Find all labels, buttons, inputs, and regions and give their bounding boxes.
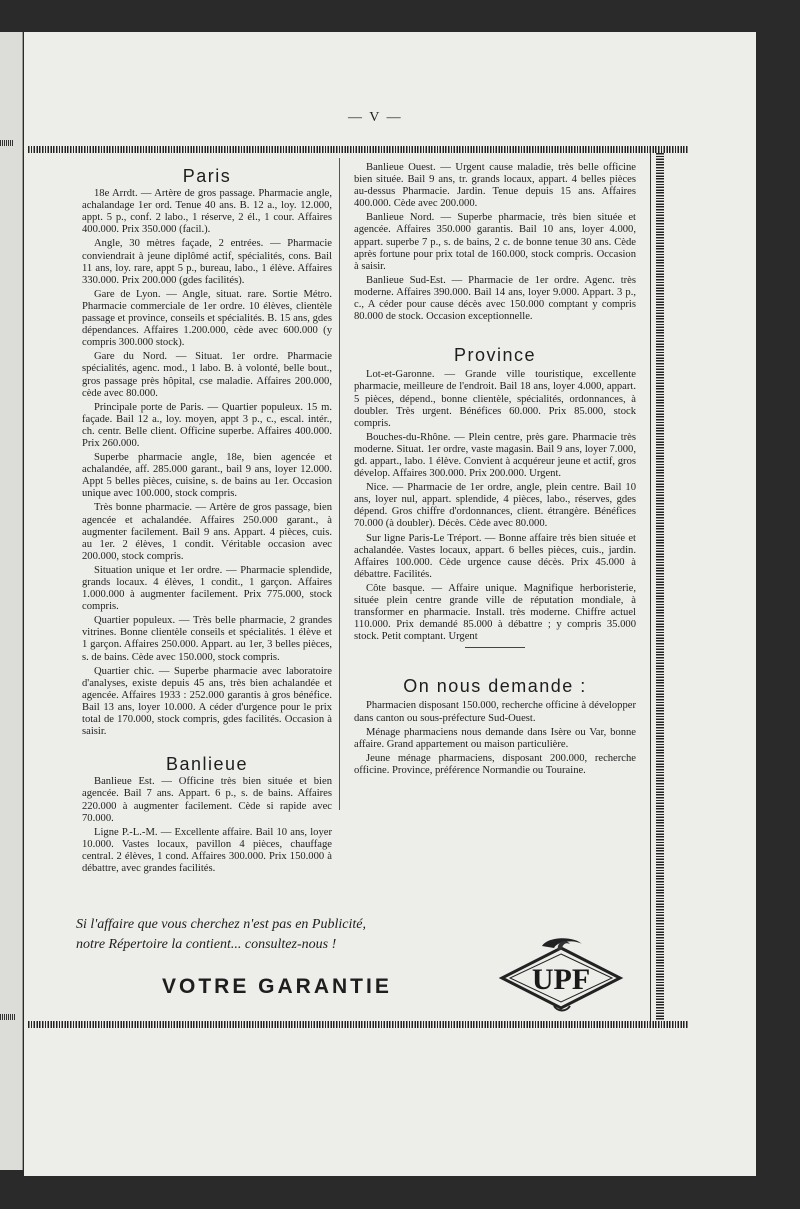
ad-province: Lot-et-Garonne. — Grande ville touristique, excellente pharmacie, meilleure de l'endroit. Bail 18 ans, loyer 4.000, appart. 5 pièces, dépend., bonne clientèle, spécialités, ordonnances, à doubler. Très urgent. Bénéfices 60.000. Prix 85.000, stock compris. <box>354 369 636 429</box>
section-title-paris: Paris <box>182 166 232 186</box>
column-divider <box>339 158 340 810</box>
ad-paris: Situation unique et 1er ordre. — Pharmacie splendide, grands locaux. 4 élèves, 1 condit., 1 garçon. Affaires 1.000.000 à augmenter facilement. Prix 775.000, stock compris. <box>82 564 332 613</box>
separator-rule <box>465 647 525 648</box>
ad-demande: Ménage pharmaciens nous demande dans Isère ou Var, bonne affaire. Grand appartement ou maison particulière. <box>354 726 636 750</box>
frame-rule-right <box>656 153 664 1021</box>
ad-paris: Principale porte de Paris. — Quartier populeux. 15 m. façade. Bail 12 a., loy. moyen, appt 3 p., c., escal. intér., ch. centr. Belle client. Officine superbe. Affaires 400.000. Prix 260.000. <box>82 401 332 449</box>
ad-banlieue: Ligne P.-L.-M. — Excellente affaire. Bail 10 ans, loyer 10.000. Vastes locaux, pavillon 4 pièces, chauffage central. 2 élèves, 1 cond. Affaires 300.000. Prix 150.000 à débattre, avec grandes facilités. <box>82 826 332 874</box>
ad-paris: Gare de Lyon. — Angle, situat. rare. Sortie Métro. Pharmacie commerciale de 1er ordre. 10 élèves, clientèle passage et province, conseils et spécialités. B. 15 ans, gdes dépendances. Affaires 1.200.000, cède avec 600.000 (y compris 300.000 stock). <box>82 288 332 349</box>
ad-province: Bouches-du-Rhône. — Plein centre, près gare. Pharmacie très moderne. Situat. 1er ordre, vaste magasin. Bail 9 ans, loyer 7.000, gd. appart., labo. 1 élève. Convient à acquéreur jeune et actif, gros dévelop. Affaires 300.000. Prix 200.000. Urgent. <box>354 431 636 480</box>
right-column <box>354 162 636 779</box>
promo-line: notre Répertoire la contient... consultez-nous ! <box>76 937 337 952</box>
upf-logo <box>496 934 626 1014</box>
frame-rule-bottom <box>28 1021 688 1028</box>
section-title-demande: On nous demande : <box>403 676 587 697</box>
section-title-province: Province <box>453 345 537 366</box>
ad-paris: Gare du Nord. — Situat. 1er ordre. Pharmacie spécialités, agenc. mod., 1 labo. B. à volonté, belle bout., gros passage près hôpital, cse maladie. Affaires 200.000, cède avec 80.000. <box>82 351 332 399</box>
promo-slogan <box>76 915 456 955</box>
ad-paris: Quartier populeux. — Très belle pharmacie, 2 grandes vitrines. Bonne clientèle conseils et spécialités. 1 élève et 1 garçon. Affaires 250.000. Appart. au 1er, 3 belles pièces, s. de bains. Cède avec 150.000, stock compris. <box>82 615 332 663</box>
section-title-banlieue: Banlieue <box>165 754 249 775</box>
ad-banlieue: Banlieue Est. — Officine très bien située et bien agencée. Bail 7 ans. Appart. 6 p., s. de bains. Affaires 220.000 à augmenter facilement. Cède si rapide avec 70.000. <box>82 776 332 824</box>
ad-province: Sur ligne Paris-Le Tréport. — Bonne affaire très bien située et achalandée. Vastes locaux, appart. 6 belles pièces, cuis., jardin. Affaires 100.000. Cède urgence cause décès. Prix 45.000 à débattre. Facilités. <box>354 532 636 580</box>
promo-line: Si l'affaire que vous cherchez n'est pas en Publicité, <box>76 917 366 932</box>
ad-banlieue: Banlieue Ouest. — Urgent cause maladie, très belle officine bien située. Bail 9 ans, tr. grands locaux, appart. 4 belles pièces au-dessus Pharmacie. Jardin. Tenue depuis 15 ans. Affaires 400.000. Cède avec 200.000. <box>354 162 636 210</box>
adjacent-page-rule <box>0 140 14 146</box>
ad-demande: Jeune ménage pharmaciens, disposant 200.000, recherche officine. Province, préférence Normandie ou Touraine. <box>354 752 636 776</box>
ad-banlieue: Banlieue Sud-Est. — Pharmacie de 1er ordre. Agenc. très moderne. Affaires 390.000. Bail 14 ans, loyer 9.000. Appart. 3 p., c., A céder pour cause décès avec 150.000 comptant y compris 80.000 de stock. Occasion exceptionnelle. <box>354 274 636 323</box>
ad-province: Côte basque. — Affaire unique. Magnifique herboristerie, située plein centre grande ville de réputation mondiale, à transformer en pharmacie. Install. très moderne. Chiffre actuel 110.000. Prix demandé 85.000 à débattre ; y compris 35.000 stock. Petit comptant. Urgent <box>354 582 636 643</box>
logo-lettering: UPF <box>531 963 591 996</box>
ad-demande: Pharmacien disposant 150.000, recherche officine à développer dans canton ou sous-préfecture Sud-Ouest. <box>354 700 636 724</box>
ad-province: Nice. — Pharmacie de 1er ordre, angle, plein centre. Bail 10 ans, loyer nul, appart. splendide, 4 pièces, labo., réserves, gdes dépend. Gros chiffre d'ordonnances, client. étrangère. Bénéfices 70.000 (à doubler). Décès. Cède avec 80.000. <box>354 482 636 530</box>
adjacent-page-edge <box>0 32 23 1170</box>
ad-paris: Angle, 30 mètres façade, 2 entrées. — Pharmacie conviendrait à jeune diplômé actif, spécialités, cons. Bail 11 ans, loy. rare, appt 5 p., bureau, labo., 1 élève. Affaires 330.000. Prix 200.000 (gdes facilités). <box>82 238 332 286</box>
left-column <box>82 166 332 877</box>
frame-inner-line <box>650 153 651 1021</box>
ad-paris: 18e Arrdt. — Artère de gros passage. Pharmacie angle, achalandage 1er ord. Tenue 40 ans. B. 12 a., loy. 12.000, appt. 5 p., conf. 2 labo., 1 réserve, 2 él., 1 cour. Affaires 400.000. Prix 350.000 (facil.). <box>82 188 332 236</box>
ad-paris: Superbe pharmacie angle, 18e, bien agencée et achalandée, aff. 285.000 garant., bail 9 ans, loyer 12.000. Appt 5 belles pièces, cuisine, s. de bains au 1er. Occasion unique avec 100.000, stock compris. <box>82 452 332 500</box>
page-number: — V — <box>348 110 403 125</box>
adjacent-page-rule <box>0 1014 16 1020</box>
document-page <box>24 32 756 1176</box>
frame-rule-top <box>28 146 688 153</box>
ad-banlieue: Banlieue Nord. — Superbe pharmacie, très bien située et agencée. Affaires 350.000 garantis. Bail 10 ans, loyer 4.000, appart. superbe 7 p., s. de bains, 2 c. de bonne tenue 30 ans. Cède après fortune pour prix total de 160.000, stock compris. Occasion à saisir. <box>354 212 636 272</box>
ad-paris: Très bonne pharmacie. — Artère de gros passage, bien agencée et achalandée. Affaires 250.000 garant., à augmenter facilement. Bail 9 ans. Appart. 4 pièces, cuis. au 1er. 2 élèves, 1 condit. Véritable occasion avec 200.000, stock compris. <box>82 502 332 562</box>
garantie-heading: VOTRE GARANTIE <box>162 975 392 998</box>
ad-paris: Quartier chic. — Superbe pharmacie avec laboratoire d'analyses, existe depuis 45 ans, très bien achalandée et agencée. Affaires 1933 : 252.000 garantis à gros bénéfice. Bail 13 ans, loyer 10.000. A céder d'urgence pour le prix total de 170.000, stock compris, gdes facilités. Occasion à saisir. <box>82 665 332 738</box>
